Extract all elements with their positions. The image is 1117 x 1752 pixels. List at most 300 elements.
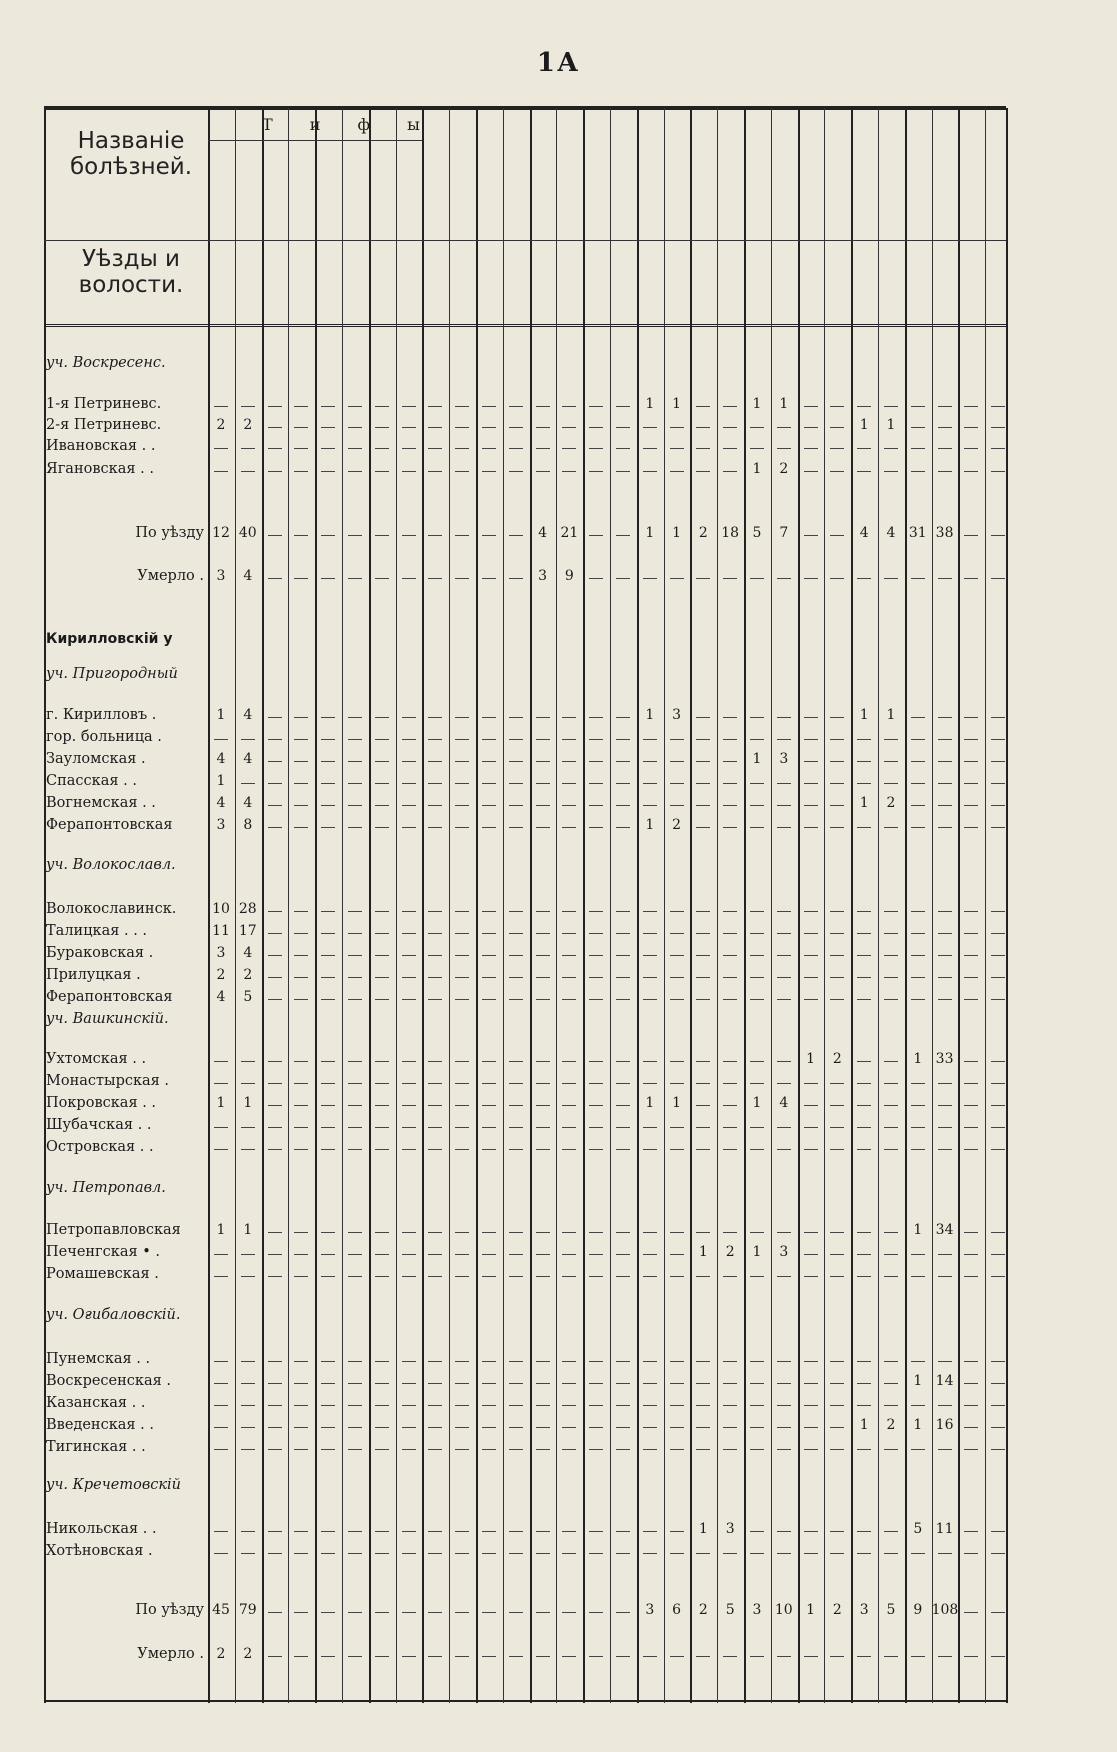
- table-cell: 4: [216, 795, 226, 811]
- empty-cell-dash: [911, 933, 925, 934]
- empty-cell-dash: [911, 406, 925, 407]
- empty-cell-dash: [884, 406, 898, 407]
- row-label: Ферапонтовская: [46, 817, 173, 833]
- empty-cell-dash: [670, 977, 684, 978]
- empty-cell-dash: [509, 1361, 523, 1362]
- empty-cell-dash: [991, 1405, 1005, 1406]
- empty-cell-dash: [402, 999, 416, 1000]
- empty-cell-dash: [241, 1531, 255, 1532]
- empty-cell-dash: [964, 535, 978, 536]
- empty-cell-dash: [991, 406, 1005, 407]
- empty-cell-dash: [375, 578, 389, 579]
- empty-cell-dash: [509, 1405, 523, 1406]
- empty-cell-dash: [696, 783, 710, 784]
- table-cell: 5: [886, 1602, 896, 1618]
- empty-cell-dash: [482, 1361, 496, 1362]
- empty-cell-dash: [214, 1449, 228, 1450]
- empty-cell-dash: [536, 739, 550, 740]
- empty-cell-dash: [562, 911, 576, 912]
- empty-cell-dash: [643, 1149, 657, 1150]
- column-divider: [503, 108, 504, 1703]
- empty-cell-dash: [723, 1061, 737, 1062]
- empty-cell-dash: [482, 827, 496, 828]
- row-label: Никольская . .: [46, 1521, 157, 1537]
- empty-cell-dash: [268, 955, 282, 956]
- empty-cell-dash: [804, 1276, 818, 1277]
- empty-cell-dash: [482, 1449, 496, 1450]
- empty-cell-dash: [402, 1405, 416, 1406]
- empty-cell-dash: [455, 761, 469, 762]
- empty-cell-dash: [214, 471, 228, 472]
- empty-cell-dash: [482, 535, 496, 536]
- empty-cell-dash: [268, 1232, 282, 1233]
- empty-cell-dash: [509, 911, 523, 912]
- empty-cell-dash: [402, 911, 416, 912]
- empty-cell-dash: [964, 1061, 978, 1062]
- empty-cell-dash: [777, 1232, 791, 1233]
- empty-cell-dash: [509, 1656, 523, 1657]
- empty-cell-dash: [482, 717, 496, 718]
- empty-cell-dash: [991, 999, 1005, 1000]
- empty-cell-dash: [777, 1656, 791, 1657]
- empty-cell-dash: [750, 717, 764, 718]
- table-cell: 2: [672, 817, 682, 833]
- disease-header: [321, 150, 363, 234]
- empty-cell-dash: [482, 761, 496, 762]
- empty-cell-dash: [777, 717, 791, 718]
- empty-cell-dash: [911, 805, 925, 806]
- empty-cell-dash: [428, 955, 442, 956]
- empty-cell-dash: [804, 535, 818, 536]
- empty-cell-dash: [268, 1105, 282, 1106]
- table-cell: 5: [243, 989, 253, 1005]
- empty-cell-dash: [857, 1083, 871, 1084]
- empty-cell-dash: [268, 1083, 282, 1084]
- table-bottom-rule: [44, 1700, 1006, 1702]
- empty-cell-dash: [643, 471, 657, 472]
- empty-cell-dash: [696, 805, 710, 806]
- empty-cell-dash: [348, 955, 362, 956]
- empty-cell-dash: [830, 1149, 844, 1150]
- table-cell: 4: [243, 568, 253, 584]
- empty-cell-dash: [911, 1656, 925, 1657]
- empty-cell-dash: [294, 1405, 308, 1406]
- empty-cell-dash: [268, 1427, 282, 1428]
- empty-cell-dash: [670, 1276, 684, 1277]
- empty-cell-dash: [857, 578, 871, 579]
- empty-cell-dash: [938, 427, 952, 428]
- table-cell: 3: [672, 707, 682, 723]
- empty-cell-dash: [428, 1449, 442, 1450]
- empty-cell-dash: [348, 448, 362, 449]
- empty-cell-dash: [402, 1083, 416, 1084]
- empty-cell-dash: [375, 427, 389, 428]
- empty-cell-dash: [723, 1105, 737, 1106]
- empty-cell-dash: [964, 911, 978, 912]
- empty-cell-dash: [321, 827, 335, 828]
- empty-cell-dash: [428, 933, 442, 934]
- section-heading: уч. Пригородный: [46, 666, 178, 682]
- empty-cell-dash: [321, 427, 335, 428]
- empty-cell-dash: [268, 1361, 282, 1362]
- empty-cell-dash: [214, 1254, 228, 1255]
- empty-cell-dash: [884, 955, 898, 956]
- empty-cell-dash: [268, 783, 282, 784]
- empty-cell-dash: [402, 1656, 416, 1657]
- table-cell: 1: [216, 1222, 226, 1238]
- empty-cell-dash: [482, 1553, 496, 1554]
- empty-cell-dash: [294, 427, 308, 428]
- row-label: Талицкая . . .: [46, 923, 148, 939]
- empty-cell-dash: [348, 783, 362, 784]
- empty-cell-dash: [428, 827, 442, 828]
- empty-cell-dash: [375, 1553, 389, 1554]
- empty-cell-dash: [536, 1553, 550, 1554]
- empty-cell-dash: [348, 578, 362, 579]
- empty-cell-dash: [857, 955, 871, 956]
- empty-cell-dash: [562, 1449, 576, 1450]
- table-cell: 4: [243, 707, 253, 723]
- empty-cell-dash: [696, 1083, 710, 1084]
- empty-cell-dash: [536, 1531, 550, 1532]
- empty-cell-dash: [804, 471, 818, 472]
- empty-cell-dash: [455, 1427, 469, 1428]
- empty-cell-dash: [428, 1083, 442, 1084]
- empty-cell-dash: [589, 535, 603, 536]
- empty-cell-dash: [938, 999, 952, 1000]
- column-divider: [905, 108, 907, 1703]
- empty-cell-dash: [402, 1149, 416, 1150]
- empty-cell-dash: [348, 1405, 362, 1406]
- empty-cell-dash: [777, 1449, 791, 1450]
- table-cell: 1: [886, 707, 896, 723]
- table-cell: 1: [806, 1602, 816, 1618]
- empty-cell-dash: [991, 1061, 1005, 1062]
- empty-cell-dash: [562, 717, 576, 718]
- empty-cell-dash: [670, 1553, 684, 1554]
- empty-cell-dash: [964, 427, 978, 428]
- empty-cell-dash: [428, 1149, 442, 1150]
- empty-cell-dash: [991, 827, 1005, 828]
- empty-cell-dash: [911, 471, 925, 472]
- empty-cell-dash: [938, 717, 952, 718]
- empty-cell-dash: [911, 717, 925, 718]
- total-label: Умерло .: [137, 568, 204, 584]
- empty-cell-dash: [268, 1276, 282, 1277]
- empty-cell-dash: [884, 911, 898, 912]
- empty-cell-dash: [536, 1427, 550, 1428]
- empty-cell-dash: [321, 1361, 335, 1362]
- empty-cell-dash: [402, 1449, 416, 1450]
- empty-cell-dash: [294, 406, 308, 407]
- empty-cell-dash: [455, 717, 469, 718]
- empty-cell-dash: [268, 1127, 282, 1128]
- empty-cell-dash: [536, 1061, 550, 1062]
- empty-cell-dash: [402, 1427, 416, 1428]
- empty-cell-dash: [938, 977, 952, 978]
- empty-cell-dash: [348, 1105, 362, 1106]
- empty-cell-dash: [884, 578, 898, 579]
- empty-cell-dash: [294, 535, 308, 536]
- empty-cell-dash: [911, 999, 925, 1000]
- empty-cell-dash: [509, 406, 523, 407]
- empty-cell-dash: [562, 406, 576, 407]
- empty-cell-dash: [991, 1656, 1005, 1657]
- empty-cell-dash: [696, 739, 710, 740]
- empty-cell-dash: [616, 535, 630, 536]
- empty-cell-dash: [723, 448, 737, 449]
- empty-cell-dash: [804, 933, 818, 934]
- empty-cell-dash: [670, 1449, 684, 1450]
- table-cell: 3: [752, 1602, 762, 1618]
- empty-cell-dash: [830, 805, 844, 806]
- table-cell: 1: [859, 417, 869, 433]
- table-cell: 11: [935, 1521, 954, 1537]
- empty-cell-dash: [402, 783, 416, 784]
- table-cell: 31: [908, 525, 927, 541]
- column-divider: [583, 108, 585, 1703]
- empty-cell-dash: [750, 1061, 764, 1062]
- table-cell: 9: [564, 568, 574, 584]
- row-label: Печенгская • .: [46, 1244, 161, 1260]
- empty-cell-dash: [750, 805, 764, 806]
- empty-cell-dash: [562, 827, 576, 828]
- empty-cell-dash: [884, 1127, 898, 1128]
- empty-cell-dash: [375, 1232, 389, 1233]
- empty-cell-dash: [884, 1553, 898, 1554]
- empty-cell-dash: [268, 1061, 282, 1062]
- empty-cell-dash: [241, 471, 255, 472]
- empty-cell-dash: [964, 717, 978, 718]
- empty-cell-dash: [589, 977, 603, 978]
- empty-cell-dash: [348, 1127, 362, 1128]
- empty-cell-dash: [964, 999, 978, 1000]
- empty-cell-dash: [696, 999, 710, 1000]
- empty-cell-dash: [536, 761, 550, 762]
- empty-cell-dash: [964, 406, 978, 407]
- empty-cell-dash: [884, 1083, 898, 1084]
- empty-cell-dash: [938, 1254, 952, 1255]
- empty-cell-dash: [830, 1083, 844, 1084]
- empty-cell-dash: [964, 805, 978, 806]
- empty-cell-dash: [375, 739, 389, 740]
- empty-cell-dash: [402, 761, 416, 762]
- empty-cell-dash: [830, 1405, 844, 1406]
- empty-cell-dash: [402, 1553, 416, 1554]
- empty-cell-dash: [428, 1383, 442, 1384]
- empty-cell-dash: [268, 739, 282, 740]
- empty-cell-dash: [964, 1612, 978, 1613]
- empty-cell-dash: [294, 911, 308, 912]
- empty-cell-dash: [670, 999, 684, 1000]
- empty-cell-dash: [777, 1083, 791, 1084]
- table-top-rule: [44, 106, 1006, 110]
- empty-cell-dash: [991, 1254, 1005, 1255]
- empty-cell-dash: [777, 1553, 791, 1554]
- empty-cell-dash: [241, 1427, 255, 1428]
- empty-cell-dash: [562, 1254, 576, 1255]
- empty-cell-dash: [723, 911, 737, 912]
- empty-cell-dash: [777, 1361, 791, 1362]
- empty-cell-dash: [964, 578, 978, 579]
- empty-cell-dash: [643, 427, 657, 428]
- empty-cell-dash: [777, 1127, 791, 1128]
- column-divider: [798, 108, 800, 1703]
- table-cell: 33: [935, 1051, 954, 1067]
- empty-cell-dash: [911, 1083, 925, 1084]
- row-label: Ягановская . .: [46, 461, 154, 477]
- empty-cell-dash: [294, 578, 308, 579]
- empty-cell-dash: [777, 1531, 791, 1532]
- table-cell: 3: [216, 817, 226, 833]
- row-label: Петропавловская: [46, 1222, 181, 1238]
- empty-cell-dash: [696, 1656, 710, 1657]
- empty-cell-dash: [562, 1427, 576, 1428]
- empty-cell-dash: [428, 1361, 442, 1362]
- empty-cell-dash: [536, 1083, 550, 1084]
- empty-cell-dash: [750, 999, 764, 1000]
- empty-cell-dash: [321, 1232, 335, 1233]
- empty-cell-dash: [750, 1405, 764, 1406]
- table-cell: 4: [243, 795, 253, 811]
- table-cell: 34: [935, 1222, 954, 1238]
- empty-cell-dash: [268, 1383, 282, 1384]
- disease-header: [964, 116, 1006, 234]
- empty-cell-dash: [241, 1127, 255, 1128]
- empty-cell-dash: [428, 1127, 442, 1128]
- empty-cell-dash: [214, 448, 228, 449]
- empty-cell-dash: [348, 827, 362, 828]
- empty-cell-dash: [268, 1531, 282, 1532]
- table-cell: 79: [238, 1602, 257, 1618]
- empty-cell-dash: [991, 1083, 1005, 1084]
- empty-cell-dash: [964, 1361, 978, 1362]
- empty-cell-dash: [375, 1254, 389, 1255]
- empty-cell-dash: [777, 805, 791, 806]
- empty-cell-dash: [589, 761, 603, 762]
- empty-cell-dash: [589, 1553, 603, 1554]
- empty-cell-dash: [804, 1149, 818, 1150]
- table-cell: 1: [645, 525, 655, 541]
- column-divider: [342, 108, 343, 1703]
- empty-cell-dash: [696, 1105, 710, 1106]
- empty-cell-dash: [562, 805, 576, 806]
- table-cell: 16: [935, 1417, 954, 1433]
- empty-cell-dash: [884, 448, 898, 449]
- empty-cell-dash: [214, 1383, 228, 1384]
- empty-cell-dash: [294, 783, 308, 784]
- row-label: Покровская . .: [46, 1095, 157, 1111]
- empty-cell-dash: [616, 1553, 630, 1554]
- row-label: Монастырская .: [46, 1073, 170, 1089]
- empty-cell-dash: [402, 1105, 416, 1106]
- empty-cell-dash: [321, 1612, 335, 1613]
- table-cell: 2: [698, 525, 708, 541]
- empty-cell-dash: [911, 783, 925, 784]
- empty-cell-dash: [482, 1061, 496, 1062]
- empty-cell-dash: [804, 1127, 818, 1128]
- empty-cell-dash: [214, 1553, 228, 1554]
- empty-cell-dash: [455, 783, 469, 784]
- empty-cell-dash: [643, 911, 657, 912]
- empty-cell-dash: [509, 977, 523, 978]
- empty-cell-dash: [723, 471, 737, 472]
- empty-cell-dash: [964, 955, 978, 956]
- empty-cell-dash: [562, 1531, 576, 1532]
- empty-cell-dash: [536, 448, 550, 449]
- empty-cell-dash: [804, 1232, 818, 1233]
- empty-cell-dash: [589, 933, 603, 934]
- empty-cell-dash: [348, 805, 362, 806]
- empty-cell-dash: [375, 911, 389, 912]
- column-divider: [771, 108, 772, 1703]
- empty-cell-dash: [402, 427, 416, 428]
- table-cell: 1: [216, 707, 226, 723]
- empty-cell-dash: [455, 739, 469, 740]
- column-divider: [717, 108, 718, 1703]
- empty-cell-dash: [643, 1449, 657, 1450]
- empty-cell-dash: [670, 1083, 684, 1084]
- empty-cell-dash: [804, 739, 818, 740]
- empty-cell-dash: [777, 427, 791, 428]
- row-label: Зауломская .: [46, 751, 146, 767]
- empty-cell-dash: [696, 1361, 710, 1362]
- empty-cell-dash: [562, 977, 576, 978]
- empty-cell-dash: [884, 1254, 898, 1255]
- empty-cell-dash: [830, 1232, 844, 1233]
- empty-cell-dash: [375, 1276, 389, 1277]
- empty-cell-dash: [536, 1612, 550, 1613]
- empty-cell-dash: [294, 1061, 308, 1062]
- empty-cell-dash: [696, 1449, 710, 1450]
- empty-cell-dash: [241, 1061, 255, 1062]
- empty-cell-dash: [589, 1612, 603, 1613]
- empty-cell-dash: [857, 1449, 871, 1450]
- empty-cell-dash: [911, 827, 925, 828]
- disease-header: [375, 150, 417, 234]
- empty-cell-dash: [294, 1612, 308, 1613]
- empty-cell-dash: [696, 1427, 710, 1428]
- empty-cell-dash: [830, 911, 844, 912]
- empty-cell-dash: [670, 1232, 684, 1233]
- empty-cell-dash: [455, 1383, 469, 1384]
- empty-cell-dash: [589, 1449, 603, 1450]
- empty-cell-dash: [589, 1656, 603, 1657]
- empty-cell-dash: [402, 717, 416, 718]
- empty-cell-dash: [670, 1656, 684, 1657]
- empty-cell-dash: [428, 406, 442, 407]
- empty-cell-dash: [696, 761, 710, 762]
- empty-cell-dash: [830, 977, 844, 978]
- table-cell: 108: [931, 1602, 959, 1618]
- empty-cell-dash: [696, 1127, 710, 1128]
- empty-cell-dash: [509, 1531, 523, 1532]
- empty-cell-dash: [616, 717, 630, 718]
- empty-cell-dash: [670, 448, 684, 449]
- empty-cell-dash: [294, 1449, 308, 1450]
- empty-cell-dash: [804, 911, 818, 912]
- empty-cell-dash: [991, 783, 1005, 784]
- empty-cell-dash: [670, 739, 684, 740]
- table-cell: 5: [913, 1521, 923, 1537]
- empty-cell-dash: [670, 933, 684, 934]
- empty-cell-dash: [375, 955, 389, 956]
- table-cell: 10: [212, 901, 230, 917]
- empty-cell-dash: [321, 933, 335, 934]
- empty-cell-dash: [696, 1276, 710, 1277]
- empty-cell-dash: [991, 427, 1005, 428]
- empty-cell-dash: [294, 471, 308, 472]
